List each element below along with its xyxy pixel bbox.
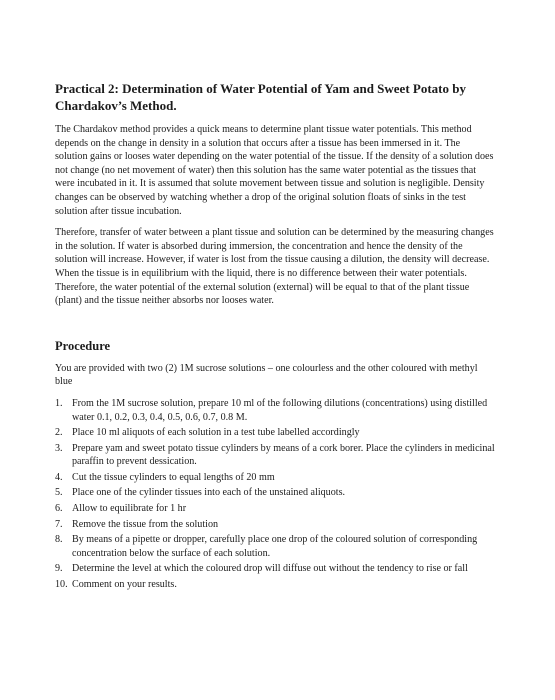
step-text: Determine the level at which the coloured drop will diffuse out without the tendency to rise or fall	[72, 563, 468, 575]
step-number: 2.	[55, 427, 63, 439]
step-number: 1.	[55, 397, 63, 409]
intro-paragraph-1: The Chardakov method provides a quick means to determine plant tissue water potentials. This method depends on the change in density in a solution that occurs after a tissue has been immersed in it. The solution gains or looses water depending on the water potential of the tissue. If the density of a solution does not change (no net movement of water) then this solution has the same water potential as the tissues that were incubated in it. It is assumed that solute movement between tissue and solution is negligible. Density changes can be observed by watching whether a drop of the original solution floats of sinks in the test solution after tissue incubation.	[55, 124, 494, 217]
procedure-step	[55, 533, 495, 560]
step-number: 8.	[55, 534, 63, 546]
step-number: 10.	[55, 579, 68, 591]
step-number: 6.	[55, 503, 63, 515]
step-text: Place one of the cylinder tissues into each of the unstained aliquots.	[72, 487, 346, 499]
procedure-heading: Procedure	[55, 338, 111, 353]
step-text: Allow to equilibrate for 1 hr	[72, 503, 187, 515]
step-text: Place 10 ml aliquots of each solution in a test tube labelled accordingly	[72, 427, 360, 439]
step-number: 9.	[55, 563, 63, 575]
procedure-step	[55, 518, 495, 532]
procedure-step	[55, 578, 495, 592]
document-page	[55, 80, 495, 594]
procedure-intro: You are provided with two (2) 1M sucrose solutions – one colourless and the other coloured with methyl blue	[55, 362, 478, 388]
procedure-step	[55, 486, 495, 500]
step-text: Remove the tissue from the solution	[72, 518, 219, 530]
procedure-step	[55, 502, 495, 516]
step-text: Comment on your results.	[72, 579, 177, 591]
step-number: 4.	[55, 471, 63, 483]
procedure-step	[55, 397, 495, 424]
procedure-step	[55, 442, 495, 469]
step-number: 7.	[55, 518, 63, 530]
procedure-step	[55, 562, 495, 576]
step-number: 5.	[55, 487, 63, 499]
step-text: Cut the tissue cylinders to equal lengths of 20 mm	[72, 471, 275, 483]
step-text: From the 1M sucrose solution, prepare 10 ml of the following dilutions (concentrations) using distilled water 0.1, 0.2, 0.3, 0.4, 0.5, 0.6, 0.7, 0.8 M.	[72, 397, 488, 423]
procedure-steps-list	[55, 397, 495, 592]
procedure-step	[55, 471, 495, 485]
procedure-step	[55, 426, 495, 440]
step-number: 3.	[55, 442, 63, 454]
step-text: Prepare yam and sweet potato tissue cylinders by means of a cork borer. Place the cylinders in medicinal paraffin to prevent dessication.	[72, 442, 495, 468]
intro-paragraph-2: Therefore, transfer of water between a plant tissue and solution can be determined by the measuring changes in the solution. If water is absorbed during immersion, the concentration and hence the density of the solution will increase. However, if water is lost from the tissue causing a dilution, the density will decrease. When the tissue is in equilibrium with the liquid, there is no difference between their water potentials. Therefore, the water potential of the external solution (external) will be equal to that of the plant tissue (plant) and the tissue neither absorbs nor looses water.	[55, 227, 494, 307]
document-title: Practical 2: Determination of Water Potential of Yam and Sweet Potato by Chardakov’s Method.	[55, 81, 466, 113]
step-text: By means of a pipette or dropper, carefully place one drop of the coloured solution of corresponding concentration below the surface of each solution.	[72, 534, 478, 559]
